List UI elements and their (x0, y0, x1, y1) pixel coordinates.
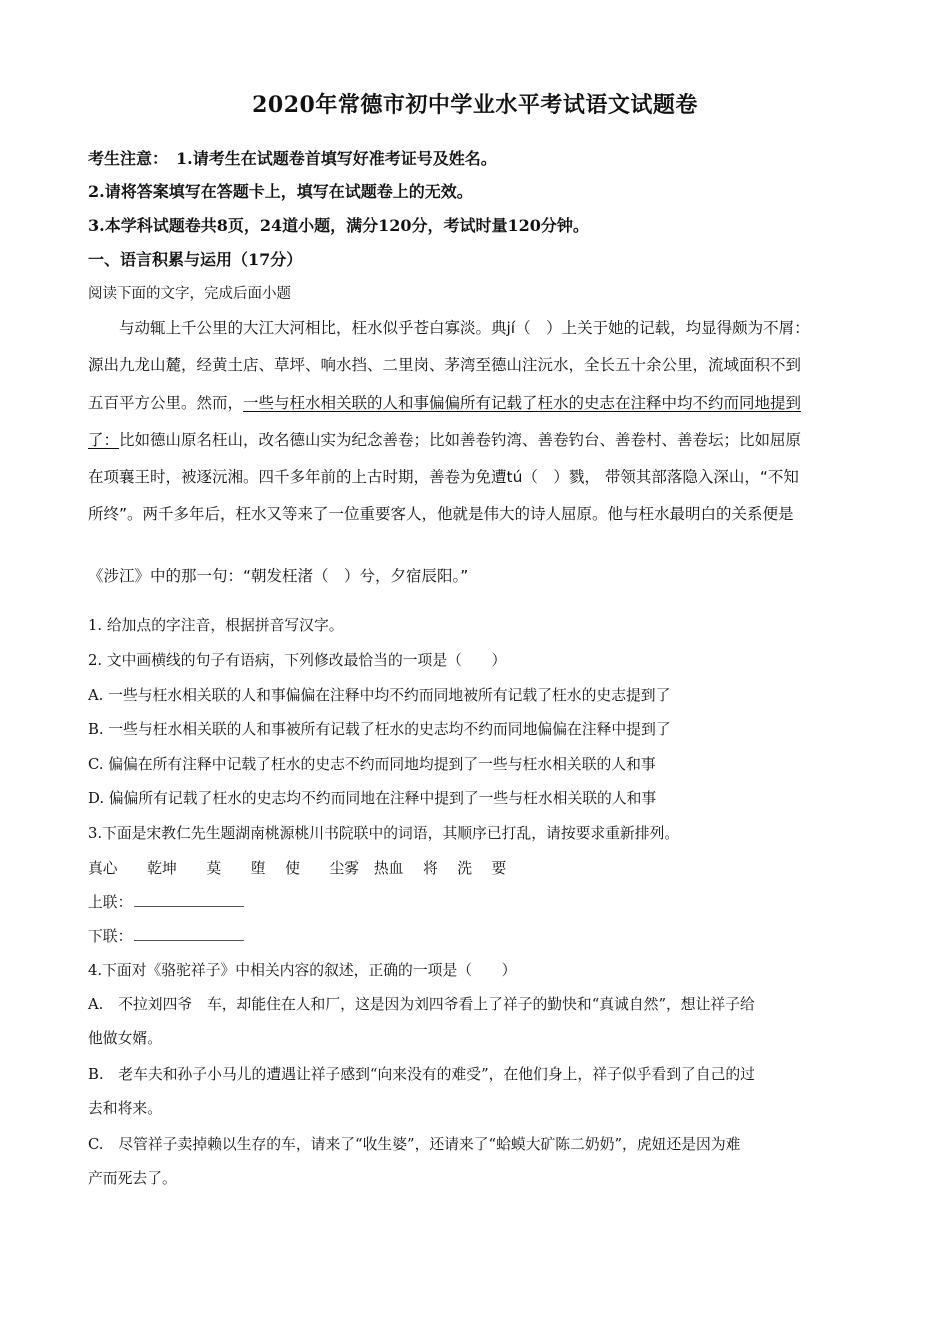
upper-couplet-blank[interactable] (134, 892, 244, 907)
passage-line-1: 与动辄上千公里的大江大河相比，枉水似乎苍白寡淡。典jí（ ）上关于她的记载，均显得颇为不屑： (88, 319, 810, 337)
lower-couplet-row (88, 925, 244, 946)
passage-text: 比如德山原名枉山，改名德山实为纪念善卷；比如善卷钓湾、善卷钓台、善卷村、善卷坛；比如屈原 (119, 431, 802, 449)
notice-line-3: 3.本学科试题卷共8页，24道小题，满分120分，考试时量120分钟。 (88, 216, 589, 235)
question-4-option-c-line-1: C. 尽管祥子卖掉赖以生存的车，请来了“收生婆”，还请来了“蛤蟆大矿陈二奶奶”，虎妞还是因为难 (88, 1136, 741, 1153)
notice-line-1: 考生注意： 1.请考生在试题卷首填写好准考证号及姓名。 (88, 149, 497, 168)
question-4-option-a-line-1: A. 不拉刘四爷 车，却能住在人和厂，这是因为刘四爷看上了祥子的勤快和“真诚自然”，想让祥子给 (88, 996, 755, 1013)
lower-couplet-label: 下联： (88, 928, 133, 945)
passage-line-3 (88, 391, 801, 413)
reading-intro: 阅读下面的文字，完成后面小题 (88, 286, 291, 302)
lower-couplet-blank[interactable] (134, 926, 244, 941)
notice-line-2: 2.请将答案填写在答题卡上，填写在试题卷上的无效。 (88, 182, 473, 201)
passage-text: 五百平方公里。然而， (88, 394, 244, 412)
question-2-option-b: B. 一些与枉水相关联的人和事被所有记载了枉水的史志均不约而同地偏偏在注释中提到了 (88, 721, 671, 738)
question-2-stem: 2. 文中画横线的句子有语病，下列修改最恰当的一项是（ ） (88, 652, 507, 669)
passage-line-6: 所终”。两千多年后，枉水又等来了一位重要客人，他就是伟大的诗人屈原。他与枉水最明白的关系便是 (88, 505, 794, 523)
page-title: 2020年常德市初中学业水平考试语文试题卷 (252, 92, 698, 118)
question-4-option-c-line-2: 产而死去了。 (88, 1170, 177, 1187)
question-3-stem: 3.下面是宋教仁先生题湖南桃源桃川书院联中的词语，其顺序已打乱，请按要求重新排列。 (88, 825, 680, 842)
passage-line-7: 《涉江》中的那一句：“朝发枉渚（ ）兮，夕宿辰阳。” (88, 567, 469, 585)
question-4-option-a-line-2: 他做女婿。 (88, 1030, 162, 1047)
passage-line-2: 源出九龙山麓，经黄土店、草坪、响水挡、二里岗、茅湾至德山注沅水，全长五十余公里，流域面积不到 (88, 356, 802, 374)
section-heading: 一、语言积累与运用（17分） (88, 250, 303, 269)
question-1: 1. 给加点的字注音，根据拼音写汉字。 (88, 617, 344, 634)
passage-line-4 (88, 428, 801, 450)
passage-line-5: 在项襄王时，被逐沅湘。四千多年前的上古时期，善卷为免遭tú（ ）戮， 带领其部落隐入深山，“不知 (88, 468, 799, 486)
upper-couplet-row (88, 891, 244, 912)
question-4-option-b-line-2: 去和将来。 (88, 1100, 162, 1117)
underlined-sentence: 一些与枉水相关联的人和事偏偏所有记载了枉水的史志在注释中均不约而同地提到 (243, 394, 802, 412)
question-4-option-b-line-1: B. 老车夫和孙子小马儿的遭遇让祥子感到“向来没有的难受”，在他们身上，祥子似乎看到了自己的过 (88, 1066, 755, 1083)
underlined-sentence-end: 了： (88, 431, 120, 449)
question-3-words: 真心 乾坤 莫 堕 使 尘雾 热血 将 洗 要 (88, 860, 507, 877)
question-2-option-c: C. 偏偏在所有注释中记载了枉水的史志不约而同地均提到了一些与枉水相关联的人和事 (88, 756, 656, 773)
upper-couplet-label: 上联： (88, 894, 133, 911)
question-4-stem: 4.下面对《骆驼祥子》中相关内容的叙述，正确的一项是（ ） (88, 962, 517, 979)
question-2-option-a: A. 一些与枉水相关联的人和事偏偏在注释中均不约而同地被所有记载了枉水的史志提到了 (88, 687, 671, 704)
question-2-option-d: D. 偏偏所有记载了枉水的史志均不约而同地在注释中提到了一些与枉水相关联的人和事 (88, 790, 657, 807)
